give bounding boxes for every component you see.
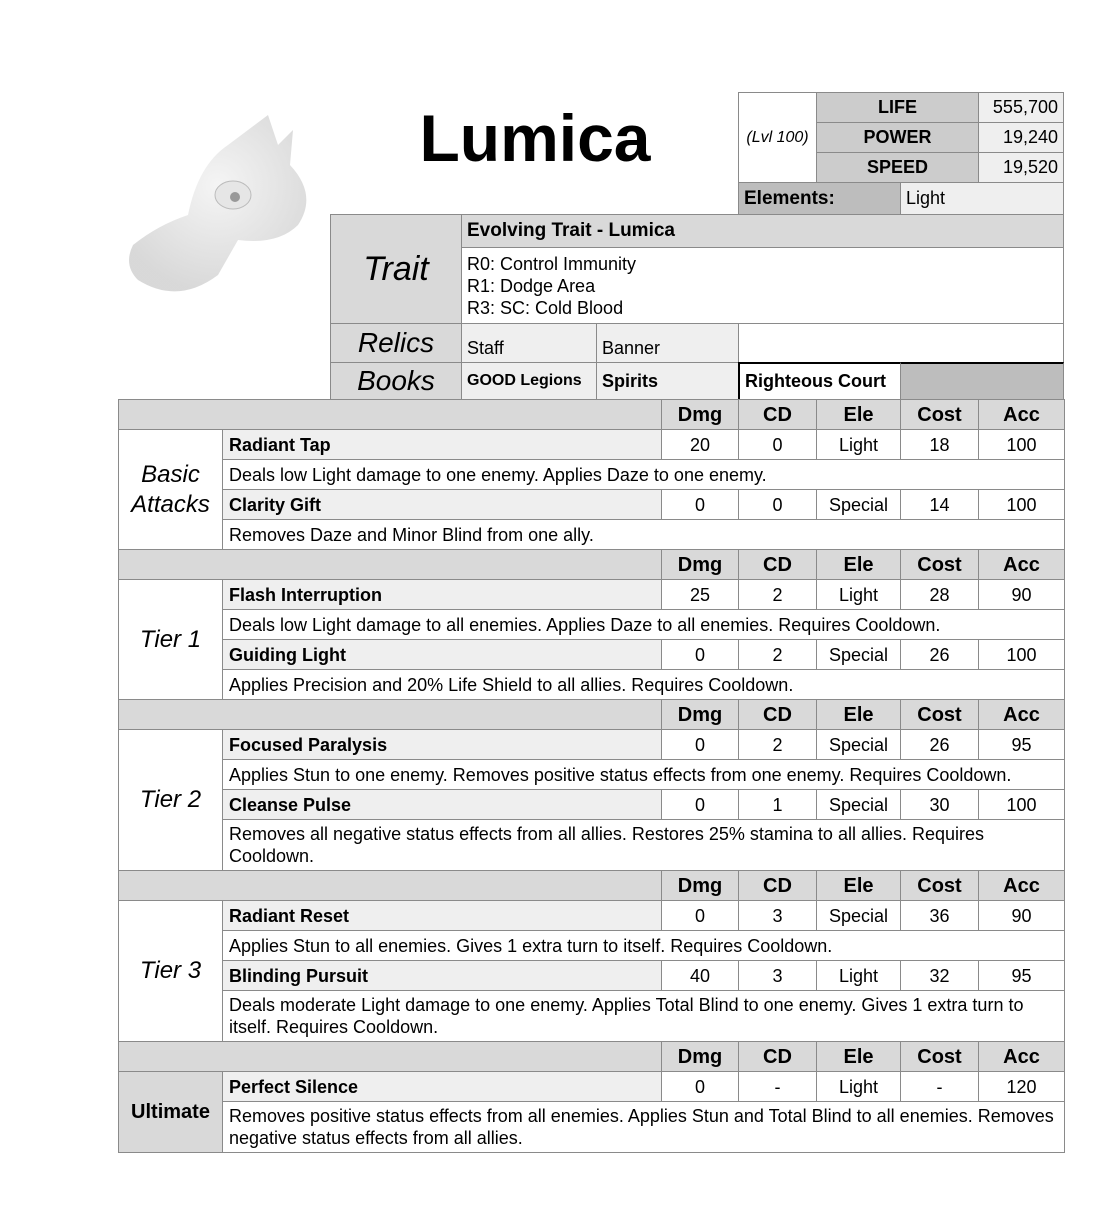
skill-ele: Special (817, 790, 901, 820)
creature-portrait (118, 105, 328, 340)
skill-description: Applies Stun to all enemies. Gives 1 extra turn to itself. Requires Cooldown. (223, 931, 1065, 961)
skill-acc: 120 (979, 1072, 1065, 1102)
skill-description: Removes positive status effects from all enemies. Applies Stun and Total Blind to all enemies. Removes negative status effects from all allies. (223, 1102, 1065, 1153)
skill-row (119, 961, 1065, 991)
skill-row (119, 490, 1065, 520)
skill-cost: 26 (901, 730, 979, 760)
header-blank (119, 1042, 662, 1072)
section-label: Ultimate (119, 1072, 223, 1153)
stat-label: SPEED (816, 152, 979, 183)
skill-row (119, 580, 1065, 610)
skill-cd: - (739, 1072, 817, 1102)
section-header-row (119, 550, 1065, 580)
book-item: Spirits (596, 362, 739, 400)
skill-ele: Special (817, 640, 901, 670)
book-empty (900, 362, 1064, 400)
skill-acc: 100 (979, 430, 1065, 460)
skill-ele: Special (817, 730, 901, 760)
skill-row (119, 730, 1065, 760)
skill-row (119, 1072, 1065, 1102)
column-header: Cost (901, 1042, 979, 1072)
skill-cost: 18 (901, 430, 979, 460)
relics-label: Relics (330, 323, 462, 363)
elements-value: Light (900, 182, 1064, 215)
skills-table (118, 399, 1065, 1153)
skill-name: Cleanse Pulse (223, 790, 662, 820)
trait-rank: R1: Dodge Area (467, 275, 596, 296)
section-label: Tier 2 (119, 730, 223, 871)
skill-cost: 30 (901, 790, 979, 820)
skill-cost: 26 (901, 640, 979, 670)
stat-label: POWER (816, 122, 979, 153)
skill-acc: 95 (979, 961, 1065, 991)
skill-desc-row (119, 760, 1065, 790)
trait-ranks (461, 247, 1064, 324)
skill-acc: 100 (979, 490, 1065, 520)
header-blank (119, 550, 662, 580)
skill-cost: 36 (901, 901, 979, 931)
column-header: Dmg (662, 871, 739, 901)
skill-ele: Light (817, 580, 901, 610)
skill-cost: - (901, 1072, 979, 1102)
section-header-row (119, 871, 1065, 901)
skill-row (119, 790, 1065, 820)
skill-desc-row (119, 610, 1065, 640)
skill-ele: Special (817, 901, 901, 931)
column-header: Dmg (662, 550, 739, 580)
column-header: Dmg (662, 400, 739, 430)
skill-ele: Light (817, 1072, 901, 1102)
skill-cd: 2 (739, 730, 817, 760)
column-header: Acc (979, 700, 1065, 730)
skill-ele: Light (817, 961, 901, 991)
relic-empty (738, 323, 1064, 363)
skill-name: Clarity Gift (223, 490, 662, 520)
skill-ele: Special (817, 490, 901, 520)
trait-rank: R0: Control Immunity (467, 253, 637, 274)
section-label: Tier 3 (119, 901, 223, 1042)
trait-label: Trait (330, 214, 462, 324)
column-header: Cost (901, 871, 979, 901)
column-header: Ele (817, 700, 901, 730)
skill-cost: 32 (901, 961, 979, 991)
column-header: Ele (817, 550, 901, 580)
book-item: GOOD Legions (461, 362, 597, 400)
column-header: CD (739, 871, 817, 901)
stat-value: 19,520 (978, 152, 1064, 183)
skill-desc-row (119, 460, 1065, 490)
skill-dmg: 0 (662, 790, 739, 820)
header-blank (119, 871, 662, 901)
skill-dmg: 0 (662, 490, 739, 520)
level-label: (Lvl 100) (738, 92, 817, 183)
books-label: Books (330, 362, 462, 400)
column-header: CD (739, 550, 817, 580)
skill-description: Applies Precision and 20% Life Shield to all allies. Requires Cooldown. (223, 670, 1065, 700)
skill-desc-row (119, 991, 1065, 1042)
skill-dmg: 0 (662, 640, 739, 670)
book-item: Righteous Court (738, 362, 901, 400)
header-blank (119, 700, 662, 730)
skill-name: Radiant Reset (223, 901, 662, 931)
column-header: Dmg (662, 1042, 739, 1072)
skill-cd: 3 (739, 961, 817, 991)
column-header: Dmg (662, 700, 739, 730)
skill-cd: 0 (739, 430, 817, 460)
skill-cost: 28 (901, 580, 979, 610)
section-label: Tier 1 (119, 580, 223, 700)
relic-item: Staff (461, 323, 597, 363)
skill-dmg: 0 (662, 730, 739, 760)
skill-name: Radiant Tap (223, 430, 662, 460)
skill-acc: 100 (979, 790, 1065, 820)
skill-description: Deals low Light damage to all enemies. Applies Daze to all enemies. Requires Cooldown. (223, 610, 1065, 640)
elements-label: Elements: (738, 182, 901, 215)
skill-desc-row (119, 931, 1065, 961)
column-header: CD (739, 400, 817, 430)
section-header-row (119, 700, 1065, 730)
skill-row (119, 430, 1065, 460)
column-header: Cost (901, 550, 979, 580)
trait-title: Evolving Trait - Lumica (461, 214, 1064, 248)
skill-desc-row (119, 820, 1065, 871)
skill-dmg: 25 (662, 580, 739, 610)
skill-description: Removes all negative status effects from all allies. Restores 25% stamina to all allies. Requires Cooldown. (223, 820, 1065, 871)
column-header: Cost (901, 700, 979, 730)
skill-dmg: 20 (662, 430, 739, 460)
skill-cd: 0 (739, 490, 817, 520)
column-header: Ele (817, 1042, 901, 1072)
skill-row (119, 901, 1065, 931)
column-header: Cost (901, 400, 979, 430)
column-header: Ele (817, 871, 901, 901)
skill-dmg: 40 (662, 961, 739, 991)
stat-label: LIFE (816, 92, 979, 123)
skill-cost: 14 (901, 490, 979, 520)
skill-cd: 3 (739, 901, 817, 931)
section-header-row (119, 1042, 1065, 1072)
skill-acc: 95 (979, 730, 1065, 760)
column-header: CD (739, 1042, 817, 1072)
skill-description: Deals moderate Light damage to one enemy. Applies Total Blind to one enemy. Gives 1 extra turn to itself. Requires Cooldown. (223, 991, 1065, 1042)
column-header: Acc (979, 550, 1065, 580)
column-header: Acc (979, 400, 1065, 430)
column-header: Acc (979, 1042, 1065, 1072)
skill-name: Blinding Pursuit (223, 961, 662, 991)
trait-rank: R3: SC: Cold Blood (467, 297, 624, 318)
column-header: Acc (979, 871, 1065, 901)
skill-desc-row (119, 520, 1065, 550)
skill-cd: 1 (739, 790, 817, 820)
header-blank (119, 400, 662, 430)
skill-name: Flash Interruption (223, 580, 662, 610)
column-header: CD (739, 700, 817, 730)
column-header: Ele (817, 400, 901, 430)
skill-name: Guiding Light (223, 640, 662, 670)
skill-row (119, 640, 1065, 670)
skill-dmg: 0 (662, 901, 739, 931)
skill-cd: 2 (739, 580, 817, 610)
section-header-row (119, 400, 1065, 430)
skill-dmg: 0 (662, 1072, 739, 1102)
skill-description: Removes Daze and Minor Blind from one ally. (223, 520, 1065, 550)
skill-acc: 100 (979, 640, 1065, 670)
skill-acc: 90 (979, 901, 1065, 931)
skill-description: Deals low Light damage to one enemy. Applies Daze to one enemy. (223, 460, 1065, 490)
skill-name: Focused Paralysis (223, 730, 662, 760)
stat-value: 555,700 (978, 92, 1064, 123)
skill-acc: 90 (979, 580, 1065, 610)
skill-desc-row (119, 1102, 1065, 1153)
skill-description: Applies Stun to one enemy. Removes positive status effects from one enemy. Requires Cooldown. (223, 760, 1065, 790)
stat-value: 19,240 (978, 122, 1064, 153)
character-name: Lumica (419, 101, 651, 175)
skill-ele: Light (817, 430, 901, 460)
relic-item: Banner (596, 323, 739, 363)
skill-cd: 2 (739, 640, 817, 670)
section-label: Basic Attacks (119, 430, 223, 550)
skill-desc-row (119, 670, 1065, 700)
skill-name: Perfect Silence (223, 1072, 662, 1102)
